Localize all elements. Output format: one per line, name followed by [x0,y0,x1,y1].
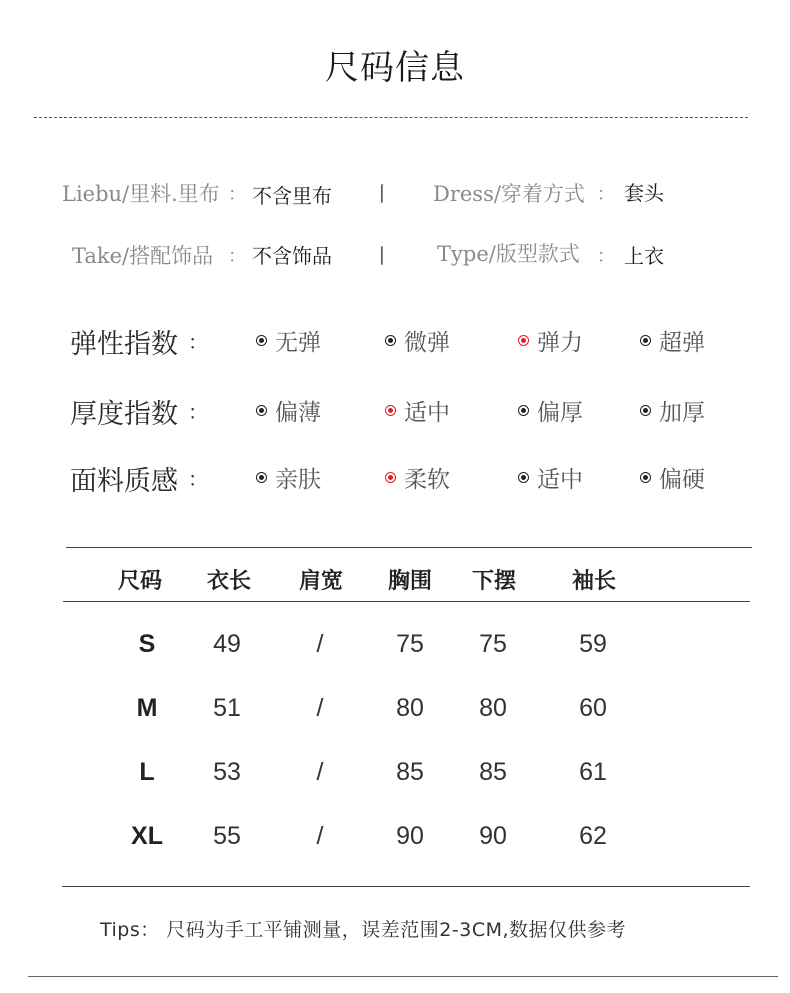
index-option[interactable] [640,394,705,427]
index-label: 面料质感 [70,466,178,497]
table-cell: 90 [396,822,424,850]
footer-rule [28,976,778,977]
table-cell: 80 [479,694,507,722]
table-cell: 80 [396,694,424,722]
radio-icon [256,335,267,346]
type-label: Type/版型款式 [437,242,580,266]
table-header-cell: 胸围 [387,568,432,594]
table-header-cell: 尺码 [117,568,162,594]
table-cell: 51 [213,694,241,722]
index-label: 厚度指数 [70,399,178,430]
info-separator: 丨 [372,182,392,206]
radio-icon [518,405,529,416]
table-header-rule [63,601,750,602]
radio-icon [640,472,651,483]
table-cell: 75 [479,630,507,658]
lining-colon: ： [228,184,246,205]
index-option[interactable] [385,324,450,357]
lining-value: 不含里布 [252,184,332,208]
lining-label: Liebu/里料.里布 [62,182,220,206]
tips-note: Tips： 尺码为手工平铺测量，误差范围2-3CM,数据仅供参考 [100,919,627,941]
index-option-label: 偏薄 [275,400,321,426]
size-label-cell: S [138,630,156,658]
index-option-label: 超弹 [659,330,705,356]
table-header-cell: 衣长 [206,568,251,594]
index-option[interactable] [640,461,705,494]
type-value: 上衣 [624,244,664,268]
table-header-cell: 肩宽 [298,568,343,594]
index-option-label: 适中 [537,467,583,493]
accessory-value: 不含饰品 [252,244,332,268]
wear-style-value: 套头 [624,181,664,205]
index-option[interactable] [518,324,583,357]
index-option-label: 加厚 [659,400,705,426]
table-cell: 62 [579,822,607,850]
table-cell: / [316,694,324,722]
title-divider [34,117,748,118]
size-label-cell: XL [131,822,163,850]
index-option[interactable] [518,461,583,494]
index-option[interactable] [518,394,583,427]
table-cell: 85 [479,758,507,786]
table-bottom-rule [62,886,750,887]
index-option-label: 柔软 [404,467,450,493]
index-option-label: 微弹 [404,330,450,356]
index-option[interactable] [256,324,321,357]
index-colon: ： [188,467,208,491]
size-label-cell: M [136,694,158,722]
table-top-rule [66,547,752,548]
index-option-label: 亲肤 [275,467,321,493]
index-option-label: 适中 [404,400,450,426]
table-cell: 75 [396,630,424,658]
page-title: 尺码信息 [325,48,465,88]
index-colon: ： [188,400,208,424]
index-option-label: 无弹 [275,330,321,356]
index-option[interactable] [256,394,321,427]
table-cell: 61 [579,758,607,786]
table-cell: 49 [213,630,241,658]
table-header-cell: 袖长 [571,568,616,594]
table-cell: 55 [213,822,241,850]
wear-style-label: Dress/穿着方式 [433,182,585,206]
info-separator: 丨 [372,244,392,268]
accessory-label: Take/搭配饰品 [72,244,214,268]
type-colon: ： [597,246,615,267]
table-cell: 85 [396,758,424,786]
radio-icon [518,472,529,483]
radio-selected-icon [518,335,529,346]
index-option[interactable] [640,324,705,357]
table-cell: / [316,822,324,850]
radio-selected-icon [385,405,396,416]
index-colon: ： [188,330,208,354]
wear-style-colon: ： [597,184,615,205]
index-option-label: 偏硬 [659,467,705,493]
radio-icon [256,405,267,416]
table-cell: 90 [479,822,507,850]
size-label-cell: L [139,758,155,786]
radio-selected-icon [385,472,396,483]
index-label: 弹性指数 [70,329,178,360]
index-option[interactable] [385,394,450,427]
index-option[interactable] [385,461,450,494]
radio-icon [385,335,396,346]
table-cell: 53 [213,758,241,786]
table-cell: / [316,630,324,658]
radio-icon [640,405,651,416]
index-option[interactable] [256,461,321,494]
table-cell: 59 [579,630,607,658]
table-header-cell: 下摆 [471,568,516,594]
table-cell: / [316,758,324,786]
radio-icon [640,335,651,346]
index-option-label: 偏厚 [537,400,583,426]
index-option-label: 弹力 [537,330,583,356]
table-cell: 60 [579,694,607,722]
accessory-colon: ： [228,246,246,267]
radio-icon [256,472,267,483]
